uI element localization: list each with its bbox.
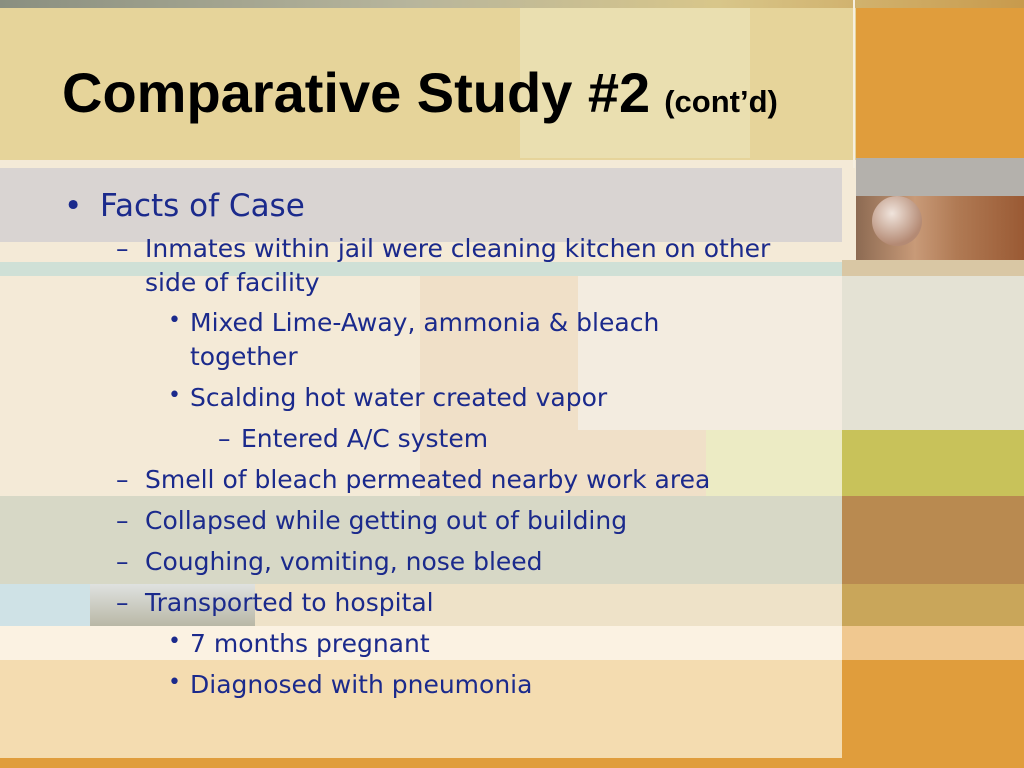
right-peach-block — [842, 626, 1024, 660]
dash-marker: – — [116, 547, 129, 576]
dash-marker: – — [116, 465, 129, 494]
bullet-text-level-1: Collapsed while getting out of building — [145, 506, 628, 535]
bullet-marker: • — [168, 383, 181, 408]
bullet-marker: • — [168, 670, 181, 695]
right-gray-block — [856, 158, 1024, 196]
top-edge-strip — [0, 0, 1024, 8]
vertical-rule — [853, 0, 855, 168]
bullet-text-level-1: side of facility — [145, 268, 320, 297]
photo-orb — [872, 196, 922, 246]
right-gold-block — [842, 584, 1024, 626]
right-band-1 — [842, 260, 1024, 276]
bullet-text-level-1: Inmates within jail were cleaning kitchen on other — [145, 234, 771, 263]
bullet-text-level-2: Diagnosed with pneumonia — [190, 670, 533, 699]
bullet-marker: • — [168, 308, 181, 333]
title-suffix: (cont’d) — [664, 84, 778, 119]
dash-marker: – — [218, 424, 231, 453]
center-yellow-panel — [706, 430, 842, 496]
title-main: Comparative Study #2 — [62, 61, 651, 124]
bullet-text-level-1: Smell of bleach permeated nearby work area — [145, 465, 711, 494]
right-mid-panel — [842, 276, 1024, 430]
right-orange-block — [856, 8, 1024, 158]
left-teal-strip — [0, 262, 842, 276]
bullet-text-level-3: Entered A/C system — [241, 424, 489, 453]
right-bottom-orange — [842, 660, 1024, 768]
right-olive-block — [842, 430, 1024, 496]
bullet-marker: • — [64, 188, 83, 224]
bullet-text-level-2: together — [190, 342, 298, 371]
dash-marker: – — [116, 588, 129, 617]
bullet-text-level-2: 7 months pregnant — [190, 629, 430, 658]
dash-marker: – — [116, 506, 129, 535]
bullet-text-level-1: Coughing, vomiting, nose bleed — [145, 547, 543, 576]
bottom-gold-edge — [0, 758, 1024, 768]
bullet-marker: • — [168, 629, 181, 654]
bullet-text-level-2: Scalding hot water created vapor — [190, 383, 608, 412]
bullet-text-level-0: Facts of Case — [100, 188, 305, 224]
bullet-text-level-2: Mixed Lime-Away, ammonia & bleach — [190, 308, 660, 337]
center-cream-panel — [578, 276, 842, 430]
bullet-text-level-1: Transported to hospital — [145, 588, 434, 617]
right-brown-block — [842, 496, 1024, 584]
left-blue-block — [0, 584, 90, 626]
dash-marker: – — [116, 234, 129, 263]
slide-title — [62, 60, 778, 125]
